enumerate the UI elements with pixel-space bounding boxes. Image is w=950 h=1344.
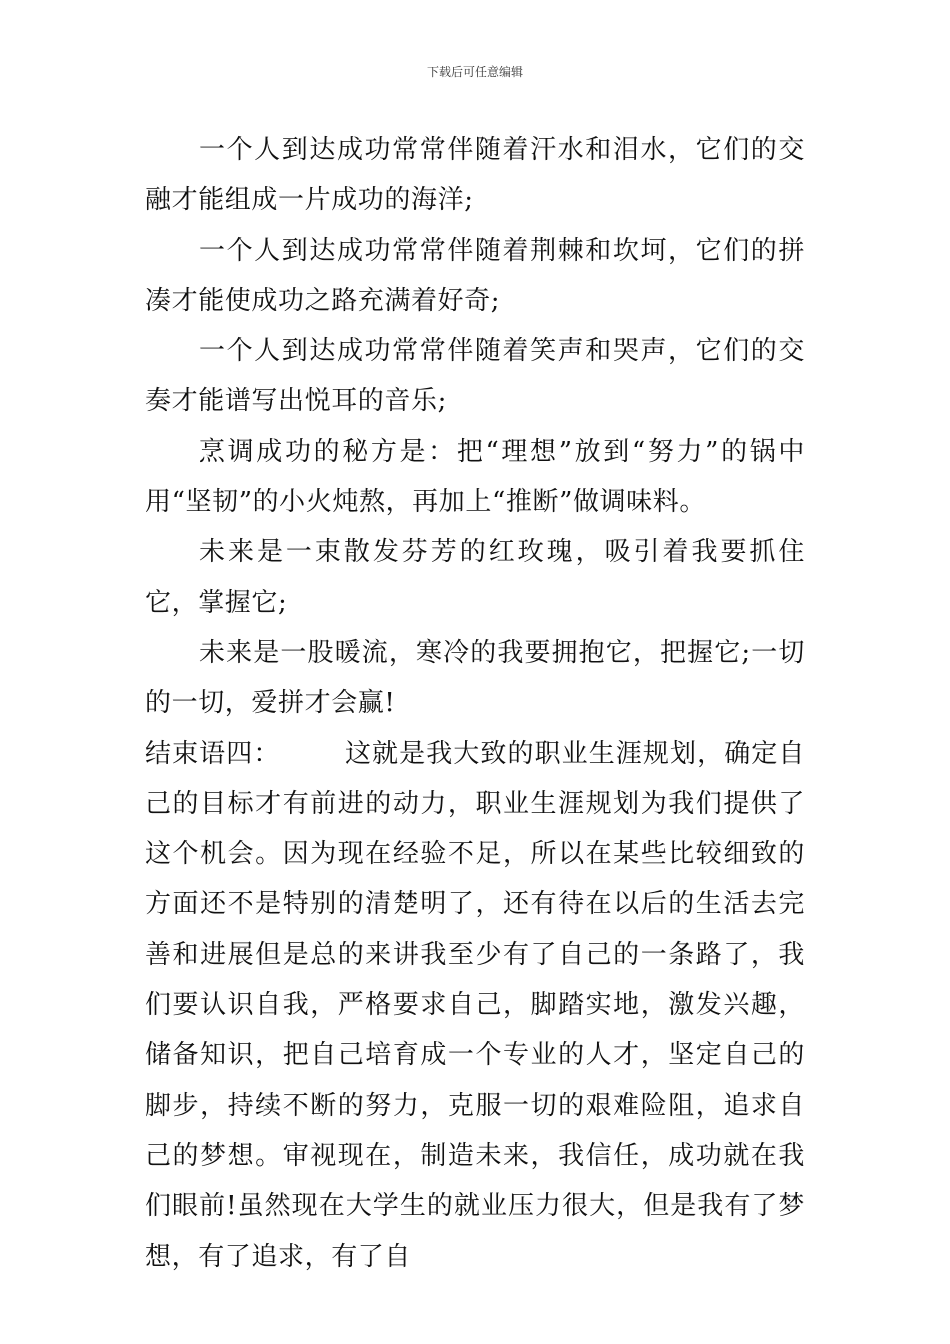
paragraph-future-rose: 未来是一束散发芬芳的红玫瑰，吸引着我要抓住它，掌握它;: [145, 537, 805, 618]
closing-text: 这就是我大致的职业生涯规划，确定自己的目标才有前进的动力，职业生涯规划为我们提供了这个机会。因为现在经验不足，所以在某些比较细致的方面还不是特别的清楚明了，还有待在以后的生活去完善和进展但是总的来讲我至少有了自己的一条路了，我们要认识自我，严格要求自己，脚踏实地，激发兴趣，储备知识，把自己培育成一个专业的人才，坚定自己的脚步，持续不断的努力，克服一切的艰难险阻，追求自己的梦想。审视现在，制造未来，我信任，成功就在我们眼前!虽然现在大学生的就业压力很大，但是我有了梦想，有了追求，有了自: [145, 738, 805, 1272]
paragraph-thorns-and-hardship: 一个人到达成功常常伴随着荆棘和坎坷，它们的拼凑才能使成功之路充满着好奇;: [145, 235, 805, 316]
page-header: 下载后可任意编辑: [426, 65, 523, 79]
closing-paragraph: [145, 729, 805, 1282]
paragraph-sweat-and-tears: 一个人到达成功常常伴随着汗水和泪水，它们的交融才能组成一片成功的海洋;: [145, 135, 805, 216]
paragraph-laughter-and-crying: 一个人到达成功常常伴随着笑声和哭声，它们的交奏才能谱写出悦耳的音乐;: [145, 336, 805, 417]
paragraph-future-warm-current: 未来是一股暖流，寒冷的我要拥抱它，把握它;一切的一切，爱拼才会赢!: [145, 637, 805, 719]
document-body: [145, 125, 805, 1282]
paragraph-recipe-for-success: 烹调成功的秘方是：把“理想”放到“努力”的锅中用“坚韧”的小火炖熬，再加上“推断”做调味料。: [145, 436, 805, 518]
closing-label: 结束语四：: [145, 738, 281, 769]
